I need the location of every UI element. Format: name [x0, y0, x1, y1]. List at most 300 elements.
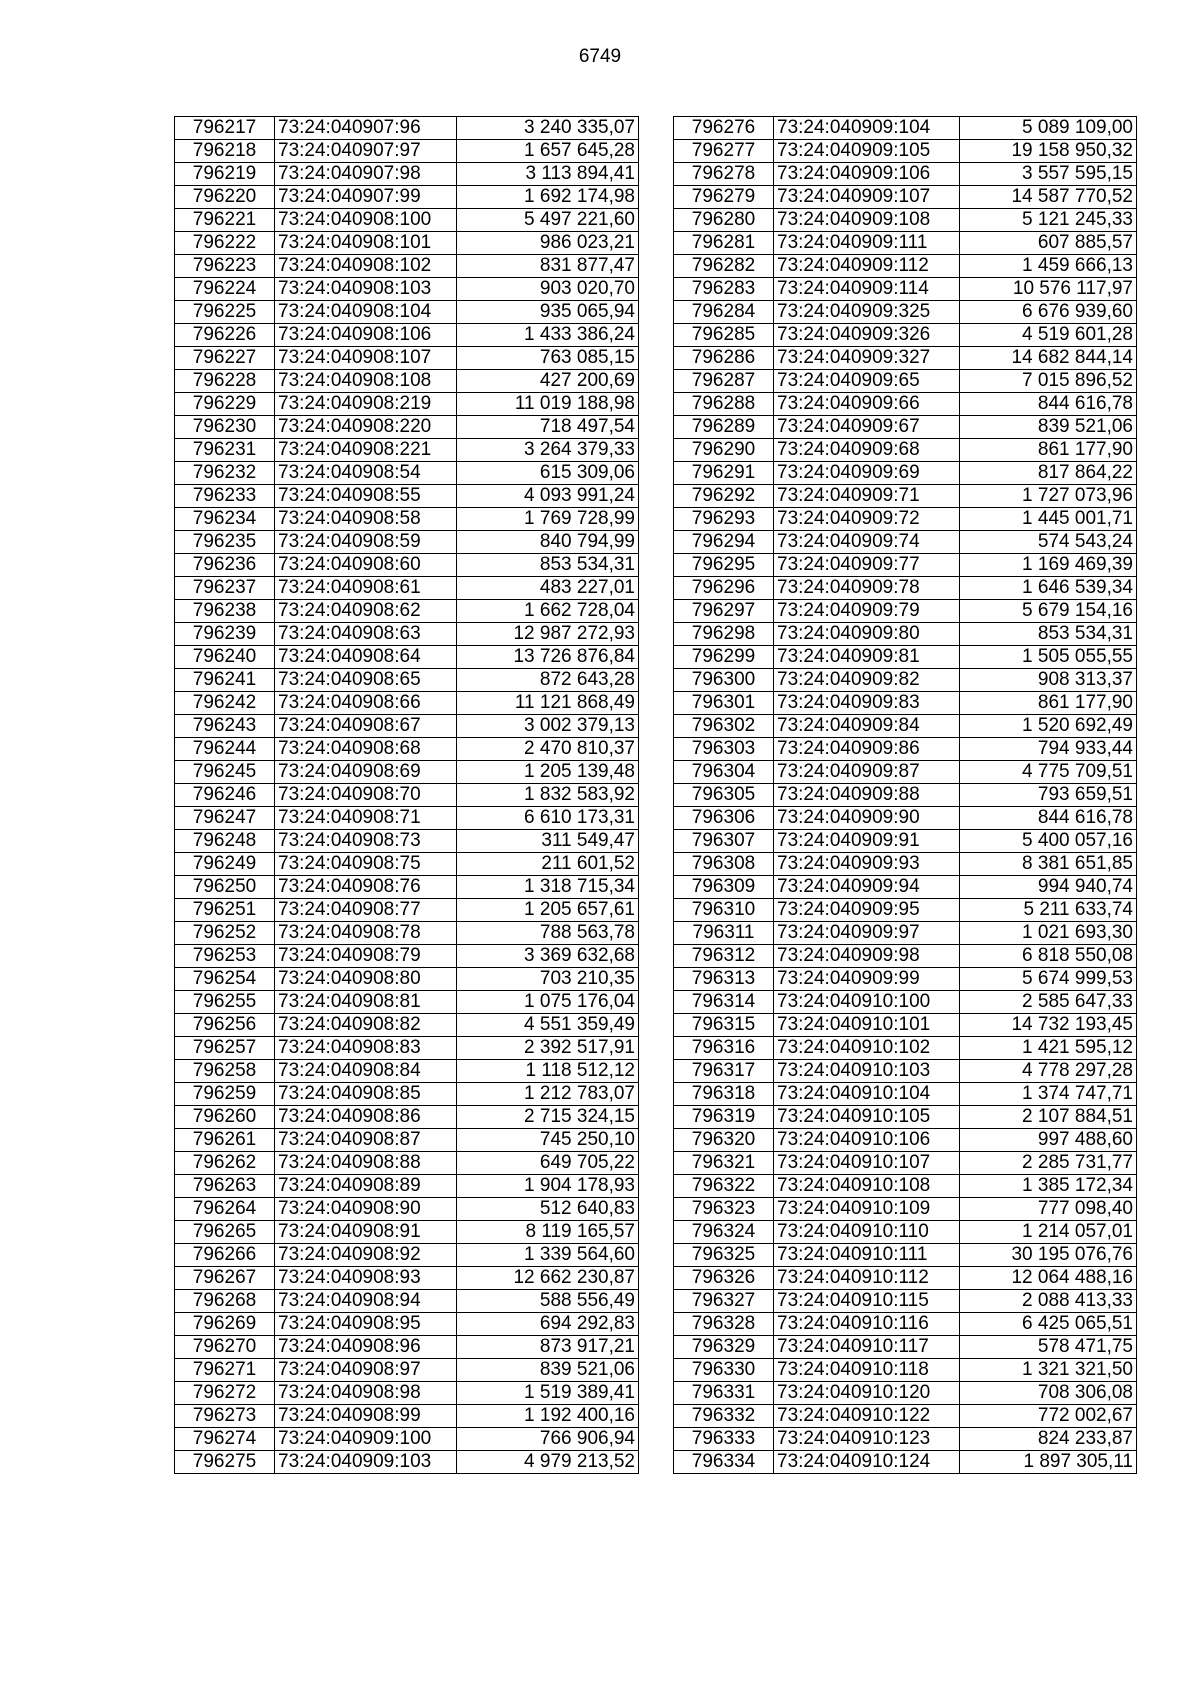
value-cell: 607 885,57	[960, 232, 1137, 255]
table-row	[175, 1267, 639, 1290]
value-cell: 1 192 400,16	[457, 1405, 639, 1428]
cadastral-number-cell: 73:24:040910:102	[774, 1037, 960, 1060]
value-cell: 11 121 868,49	[457, 692, 639, 715]
table-row	[674, 623, 1137, 646]
cadastral-number-cell: 73:24:040910:115	[774, 1290, 960, 1313]
value-cell: 4 519 601,28	[960, 324, 1137, 347]
row-number-cell: 796226	[175, 324, 275, 347]
table-row	[674, 1198, 1137, 1221]
row-number-cell: 796277	[674, 140, 774, 163]
row-number-cell: 796258	[175, 1060, 275, 1083]
value-cell: 766 906,94	[457, 1428, 639, 1451]
row-number-cell: 796303	[674, 738, 774, 761]
row-number-cell: 796239	[175, 623, 275, 646]
table-row	[175, 531, 639, 554]
row-number-cell: 796294	[674, 531, 774, 554]
row-number-cell: 796246	[175, 784, 275, 807]
table-row	[175, 347, 639, 370]
value-cell: 30 195 076,76	[960, 1244, 1137, 1267]
cadastral-number-cell: 73:24:040908:106	[275, 324, 457, 347]
value-cell: 427 200,69	[457, 370, 639, 393]
table-row	[674, 508, 1137, 531]
row-number-cell: 796310	[674, 899, 774, 922]
row-number-cell: 796257	[175, 1037, 275, 1060]
row-number-cell: 796270	[175, 1336, 275, 1359]
cadastral-number-cell: 73:24:040909:91	[774, 830, 960, 853]
row-number-cell: 796259	[175, 1083, 275, 1106]
cadastral-number-cell: 73:24:040909:77	[774, 554, 960, 577]
value-cell: 5 400 057,16	[960, 830, 1137, 853]
cadastral-number-cell: 73:24:040910:104	[774, 1083, 960, 1106]
row-number-cell: 796244	[175, 738, 275, 761]
row-number-cell: 796318	[674, 1083, 774, 1106]
cadastral-number-cell: 73:24:040907:98	[275, 163, 457, 186]
table-row	[674, 209, 1137, 232]
cadastral-number-cell: 73:24:040910:103	[774, 1060, 960, 1083]
page-number: 6749	[578, 46, 622, 67]
table-row	[674, 1336, 1137, 1359]
table-row	[175, 945, 639, 968]
table-row	[674, 140, 1137, 163]
row-number-cell: 796263	[175, 1175, 275, 1198]
cadastral-number-cell: 73:24:040909:99	[774, 968, 960, 991]
cadastral-number-cell: 73:24:040908:55	[275, 485, 457, 508]
value-cell: 853 534,31	[960, 623, 1137, 646]
table-row	[674, 1106, 1137, 1129]
cadastral-number-cell: 73:24:040908:75	[275, 853, 457, 876]
row-number-cell: 796315	[674, 1014, 774, 1037]
cadastral-number-cell: 73:24:040908:60	[275, 554, 457, 577]
value-cell: 1 205 139,48	[457, 761, 639, 784]
table-row	[674, 761, 1137, 784]
table-row	[674, 232, 1137, 255]
value-cell: 1 904 178,93	[457, 1175, 639, 1198]
table-row	[175, 140, 639, 163]
row-number-cell: 796276	[674, 117, 774, 140]
value-cell: 1 385 172,34	[960, 1175, 1137, 1198]
table-row	[175, 692, 639, 715]
row-number-cell: 796225	[175, 301, 275, 324]
cadastral-number-cell: 73:24:040909:66	[774, 393, 960, 416]
value-cell: 1 519 389,41	[457, 1382, 639, 1405]
row-number-cell: 796289	[674, 416, 774, 439]
row-number-cell: 796282	[674, 255, 774, 278]
value-cell: 1 212 783,07	[457, 1083, 639, 1106]
right-table	[673, 116, 1137, 1474]
cadastral-number-cell: 73:24:040908:76	[275, 876, 457, 899]
value-cell: 703 210,35	[457, 968, 639, 991]
cadastral-number-cell: 73:24:040908:82	[275, 1014, 457, 1037]
value-cell: 12 987 272,93	[457, 623, 639, 646]
cadastral-number-cell: 73:24:040908:98	[275, 1382, 457, 1405]
row-number-cell: 796291	[674, 462, 774, 485]
cadastral-number-cell: 73:24:040908:81	[275, 991, 457, 1014]
table-row	[175, 600, 639, 623]
row-number-cell: 796253	[175, 945, 275, 968]
value-cell: 903 020,70	[457, 278, 639, 301]
cadastral-number-cell: 73:24:040908:63	[275, 623, 457, 646]
table-row	[674, 462, 1137, 485]
value-cell: 4 778 297,28	[960, 1060, 1137, 1083]
cadastral-number-cell: 73:24:040909:327	[774, 347, 960, 370]
row-number-cell: 796298	[674, 623, 774, 646]
value-cell: 777 098,40	[960, 1198, 1137, 1221]
table-row	[175, 1382, 639, 1405]
row-number-cell: 796296	[674, 577, 774, 600]
value-cell: 824 233,87	[960, 1428, 1137, 1451]
cadastral-number-cell: 73:24:040908:91	[275, 1221, 457, 1244]
row-number-cell: 796249	[175, 853, 275, 876]
cadastral-number-cell: 73:24:040909:81	[774, 646, 960, 669]
cadastral-number-cell: 73:24:040910:106	[774, 1129, 960, 1152]
cadastral-number-cell: 73:24:040909:82	[774, 669, 960, 692]
row-number-cell: 796232	[175, 462, 275, 485]
row-number-cell: 796222	[175, 232, 275, 255]
table-row	[674, 1083, 1137, 1106]
row-number-cell: 796271	[175, 1359, 275, 1382]
table-row	[674, 393, 1137, 416]
cadastral-number-cell: 73:24:040908:219	[275, 393, 457, 416]
value-cell: 2 285 731,77	[960, 1152, 1137, 1175]
cadastral-number-cell: 73:24:040908:64	[275, 646, 457, 669]
table-row	[674, 784, 1137, 807]
table-row	[674, 1382, 1137, 1405]
table-row	[175, 117, 639, 140]
cadastral-number-cell: 73:24:040908:88	[275, 1152, 457, 1175]
value-cell: 5 497 221,60	[457, 209, 639, 232]
row-number-cell: 796221	[175, 209, 275, 232]
cadastral-number-cell: 73:24:040910:111	[774, 1244, 960, 1267]
table-row	[674, 439, 1137, 462]
cadastral-number-cell: 73:24:040909:94	[774, 876, 960, 899]
value-cell: 1 374 747,71	[960, 1083, 1137, 1106]
value-cell: 311 549,47	[457, 830, 639, 853]
table-row	[175, 1290, 639, 1313]
left-table-body	[175, 117, 639, 1474]
row-number-cell: 796317	[674, 1060, 774, 1083]
row-number-cell: 796229	[175, 393, 275, 416]
value-cell: 3 240 335,07	[457, 117, 639, 140]
row-number-cell: 796218	[175, 140, 275, 163]
table-row	[674, 416, 1137, 439]
row-number-cell: 796219	[175, 163, 275, 186]
row-number-cell: 796230	[175, 416, 275, 439]
cadastral-number-cell: 73:24:040907:97	[275, 140, 457, 163]
table-row	[175, 1083, 639, 1106]
row-number-cell: 796322	[674, 1175, 774, 1198]
cadastral-number-cell: 73:24:040910:116	[774, 1313, 960, 1336]
row-number-cell: 796279	[674, 186, 774, 209]
value-cell: 745 250,10	[457, 1129, 639, 1152]
cadastral-number-cell: 73:24:040909:65	[774, 370, 960, 393]
value-cell: 1 727 073,96	[960, 485, 1137, 508]
table-row	[175, 186, 639, 209]
value-cell: 908 313,37	[960, 669, 1137, 692]
table-row	[175, 623, 639, 646]
cadastral-number-cell: 73:24:040908:73	[275, 830, 457, 853]
value-cell: 19 158 950,32	[960, 140, 1137, 163]
value-cell: 5 679 154,16	[960, 600, 1137, 623]
value-cell: 793 659,51	[960, 784, 1137, 807]
cadastral-number-cell: 73:24:040909:69	[774, 462, 960, 485]
row-number-cell: 796248	[175, 830, 275, 853]
table-row	[674, 255, 1137, 278]
cadastral-number-cell: 73:24:040909:68	[774, 439, 960, 462]
value-cell: 839 521,06	[960, 416, 1137, 439]
table-row	[175, 1060, 639, 1083]
cadastral-number-cell: 73:24:040908:220	[275, 416, 457, 439]
cadastral-number-cell: 73:24:040909:95	[774, 899, 960, 922]
row-number-cell: 796331	[674, 1382, 774, 1405]
left-table	[174, 116, 639, 1474]
table-row	[175, 1175, 639, 1198]
row-number-cell: 796313	[674, 968, 774, 991]
table-row	[674, 554, 1137, 577]
table-row	[674, 968, 1137, 991]
row-number-cell: 796285	[674, 324, 774, 347]
table-row	[674, 1267, 1137, 1290]
row-number-cell: 796254	[175, 968, 275, 991]
cadastral-number-cell: 73:24:040909:72	[774, 508, 960, 531]
value-cell: 1 421 595,12	[960, 1037, 1137, 1060]
value-cell: 10 576 117,97	[960, 278, 1137, 301]
table-row	[674, 1221, 1137, 1244]
value-cell: 861 177,90	[960, 692, 1137, 715]
table-row	[674, 1244, 1137, 1267]
table-row	[175, 876, 639, 899]
table-row	[175, 1106, 639, 1129]
cadastral-number-cell: 73:24:040910:118	[774, 1359, 960, 1382]
cadastral-number-cell: 73:24:040909:71	[774, 485, 960, 508]
table-row	[175, 577, 639, 600]
table-row	[674, 807, 1137, 830]
table-row	[674, 945, 1137, 968]
cadastral-number-cell: 73:24:040910:109	[774, 1198, 960, 1221]
table-row	[175, 416, 639, 439]
cadastral-number-cell: 73:24:040909:97	[774, 922, 960, 945]
value-cell: 1 021 693,30	[960, 922, 1137, 945]
value-cell: 8 381 651,85	[960, 853, 1137, 876]
value-cell: 763 085,15	[457, 347, 639, 370]
value-cell: 6 425 065,51	[960, 1313, 1137, 1336]
cadastral-number-cell: 73:24:040909:87	[774, 761, 960, 784]
value-cell: 211 601,52	[457, 853, 639, 876]
row-number-cell: 796299	[674, 646, 774, 669]
row-number-cell: 796324	[674, 1221, 774, 1244]
cadastral-number-cell: 73:24:040908:83	[275, 1037, 457, 1060]
cadastral-number-cell: 73:24:040909:112	[774, 255, 960, 278]
row-number-cell: 796327	[674, 1290, 774, 1313]
value-cell: 986 023,21	[457, 232, 639, 255]
row-number-cell: 796272	[175, 1382, 275, 1405]
value-cell: 14 732 193,45	[960, 1014, 1137, 1037]
row-number-cell: 796295	[674, 554, 774, 577]
cadastral-number-cell: 73:24:040908:69	[275, 761, 457, 784]
value-cell: 5 121 245,33	[960, 209, 1137, 232]
cadastral-number-cell: 73:24:040909:100	[275, 1428, 457, 1451]
row-number-cell: 796251	[175, 899, 275, 922]
value-cell: 1 662 728,04	[457, 600, 639, 623]
table-row	[175, 1313, 639, 1336]
value-cell: 3 369 632,68	[457, 945, 639, 968]
table-row	[674, 1060, 1137, 1083]
cadastral-number-cell: 73:24:040907:99	[275, 186, 457, 209]
value-cell: 1 339 564,60	[457, 1244, 639, 1267]
row-number-cell: 796241	[175, 669, 275, 692]
row-number-cell: 796236	[175, 554, 275, 577]
table-row	[674, 922, 1137, 945]
value-cell: 5 211 633,74	[960, 899, 1137, 922]
value-cell: 1 897 305,11	[960, 1451, 1137, 1474]
table-row	[175, 922, 639, 945]
row-number-cell: 796314	[674, 991, 774, 1014]
row-number-cell: 796307	[674, 830, 774, 853]
table-row	[674, 1451, 1137, 1474]
value-cell: 512 640,83	[457, 1198, 639, 1221]
cadastral-number-cell: 73:24:040910:101	[774, 1014, 960, 1037]
value-cell: 2 715 324,15	[457, 1106, 639, 1129]
cadastral-number-cell: 73:24:040910:122	[774, 1405, 960, 1428]
table-row	[674, 1359, 1137, 1382]
cadastral-number-cell: 73:24:040908:99	[275, 1405, 457, 1428]
value-cell: 1 646 539,34	[960, 577, 1137, 600]
value-cell: 718 497,54	[457, 416, 639, 439]
table-row	[175, 232, 639, 255]
cadastral-number-cell: 73:24:040908:92	[275, 1244, 457, 1267]
row-number-cell: 796265	[175, 1221, 275, 1244]
table-row	[674, 1014, 1137, 1037]
table-row	[674, 738, 1137, 761]
cadastral-number-cell: 73:24:040908:79	[275, 945, 457, 968]
value-cell: 2 088 413,33	[960, 1290, 1137, 1313]
row-number-cell: 796278	[674, 163, 774, 186]
table-row	[175, 1198, 639, 1221]
cadastral-number-cell: 73:24:040908:221	[275, 439, 457, 462]
value-cell: 853 534,31	[457, 554, 639, 577]
row-number-cell: 796293	[674, 508, 774, 531]
row-number-cell: 796220	[175, 186, 275, 209]
row-number-cell: 796328	[674, 1313, 774, 1336]
value-cell: 13 726 876,84	[457, 646, 639, 669]
row-number-cell: 796311	[674, 922, 774, 945]
value-cell: 2 470 810,37	[457, 738, 639, 761]
value-cell: 3 557 595,15	[960, 163, 1137, 186]
table-row	[175, 209, 639, 232]
cadastral-number-cell: 73:24:040909:98	[774, 945, 960, 968]
cadastral-number-cell: 73:24:040910:108	[774, 1175, 960, 1198]
value-cell: 2 392 517,91	[457, 1037, 639, 1060]
value-cell: 12 064 488,16	[960, 1267, 1137, 1290]
table-row	[175, 324, 639, 347]
row-number-cell: 796233	[175, 485, 275, 508]
table-row	[175, 738, 639, 761]
value-cell: 2 585 647,33	[960, 991, 1137, 1014]
row-number-cell: 796266	[175, 1244, 275, 1267]
row-number-cell: 796269	[175, 1313, 275, 1336]
row-number-cell: 796323	[674, 1198, 774, 1221]
cadastral-number-cell: 73:24:040910:123	[774, 1428, 960, 1451]
value-cell: 4 775 709,51	[960, 761, 1137, 784]
row-number-cell: 796326	[674, 1267, 774, 1290]
table-row	[674, 1152, 1137, 1175]
value-cell: 5 089 109,00	[960, 117, 1137, 140]
cadastral-number-cell: 73:24:040909:107	[774, 186, 960, 209]
cadastral-number-cell: 73:24:040909:84	[774, 715, 960, 738]
row-number-cell: 796309	[674, 876, 774, 899]
cadastral-number-cell: 73:24:040909:326	[774, 324, 960, 347]
table-row	[674, 485, 1137, 508]
value-cell: 11 019 188,98	[457, 393, 639, 416]
value-cell: 1 169 469,39	[960, 554, 1137, 577]
value-cell: 935 065,94	[457, 301, 639, 324]
table-row	[674, 853, 1137, 876]
cadastral-number-cell: 73:24:040907:96	[275, 117, 457, 140]
table-row	[175, 462, 639, 485]
table-row	[674, 1428, 1137, 1451]
value-cell: 3 113 894,41	[457, 163, 639, 186]
value-cell: 694 292,83	[457, 1313, 639, 1336]
right-table-body	[674, 117, 1137, 1474]
row-number-cell: 796242	[175, 692, 275, 715]
cadastral-number-cell: 73:24:040908:84	[275, 1060, 457, 1083]
cadastral-number-cell: 73:24:040908:93	[275, 1267, 457, 1290]
table-row	[175, 761, 639, 784]
table-row	[175, 1405, 639, 1428]
value-cell: 483 227,01	[457, 577, 639, 600]
row-number-cell: 796224	[175, 278, 275, 301]
value-cell: 1 692 174,98	[457, 186, 639, 209]
value-cell: 772 002,67	[960, 1405, 1137, 1428]
table-row	[175, 1244, 639, 1267]
table-row	[175, 1359, 639, 1382]
value-cell: 1 505 055,55	[960, 646, 1137, 669]
cadastral-number-cell: 73:24:040910:100	[774, 991, 960, 1014]
row-number-cell: 796260	[175, 1106, 275, 1129]
cadastral-number-cell: 73:24:040909:83	[774, 692, 960, 715]
cadastral-number-cell: 73:24:040908:67	[275, 715, 457, 738]
table-row	[674, 324, 1137, 347]
row-number-cell: 796305	[674, 784, 774, 807]
cadastral-number-cell: 73:24:040908:80	[275, 968, 457, 991]
row-number-cell: 796223	[175, 255, 275, 278]
row-number-cell: 796287	[674, 370, 774, 393]
cadastral-number-cell: 73:24:040908:107	[275, 347, 457, 370]
cadastral-number-cell: 73:24:040909:93	[774, 853, 960, 876]
table-row	[175, 646, 639, 669]
table-row	[674, 1129, 1137, 1152]
table-row	[175, 301, 639, 324]
cadastral-number-cell: 73:24:040908:108	[275, 370, 457, 393]
row-number-cell: 796300	[674, 669, 774, 692]
row-number-cell: 796264	[175, 1198, 275, 1221]
value-cell: 844 616,78	[960, 393, 1137, 416]
value-cell: 1 318 715,34	[457, 876, 639, 899]
value-cell: 708 306,08	[960, 1382, 1137, 1405]
value-cell: 7 015 896,52	[960, 370, 1137, 393]
value-cell: 649 705,22	[457, 1152, 639, 1175]
cadastral-number-cell: 73:24:040908:54	[275, 462, 457, 485]
cadastral-number-cell: 73:24:040909:90	[774, 807, 960, 830]
cadastral-number-cell: 73:24:040908:101	[275, 232, 457, 255]
cadastral-number-cell: 73:24:040908:61	[275, 577, 457, 600]
row-number-cell: 796301	[674, 692, 774, 715]
value-cell: 12 662 230,87	[457, 1267, 639, 1290]
value-cell: 794 933,44	[960, 738, 1137, 761]
cadastral-number-cell: 73:24:040909:104	[774, 117, 960, 140]
cadastral-number-cell: 73:24:040908:94	[275, 1290, 457, 1313]
cadastral-number-cell: 73:24:040909:80	[774, 623, 960, 646]
cadastral-number-cell: 73:24:040908:59	[275, 531, 457, 554]
